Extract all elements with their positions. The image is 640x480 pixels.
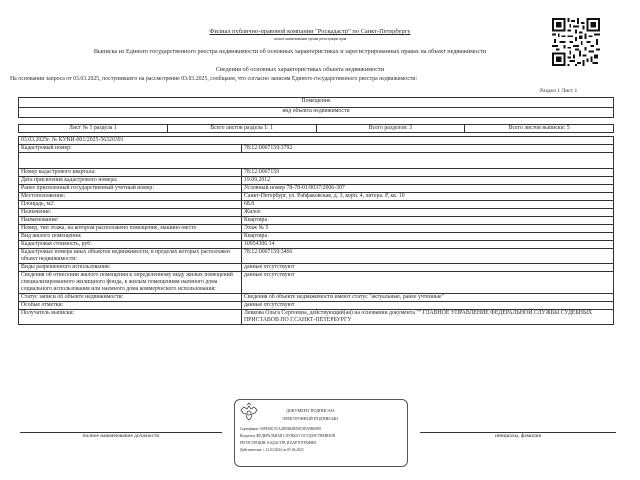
row-label: Вид жилого помещения: (19, 233, 242, 241)
table-row (19, 294, 614, 302)
row-label: Кадастровая стоимость, руб: (19, 241, 242, 249)
row-label: Виды разрешенного использования: (19, 264, 242, 272)
table-row (19, 169, 614, 177)
cadastral-number-label: Кадастровый номер: (19, 145, 242, 153)
row-value: Квартира (242, 217, 614, 225)
table-row (19, 193, 614, 201)
row-value: Квартира (242, 233, 614, 241)
organization-subtitle: полное наименование органа регистрации прав (273, 37, 347, 41)
double-headed-eagle-emblem-icon (238, 402, 260, 424)
table-row (19, 264, 614, 272)
row-label: Сведения об отнесении жилого помещения к определенному виду жилых помещений специализированного жилищного фонда, к жилым помещениям наемного дома социального использования или наемного дома коммерческого использования: (19, 272, 242, 294)
characteristics-table (18, 168, 614, 325)
table-row (19, 241, 614, 249)
signature-certificate: Сертификат: 00FE68C5CA2DD682B5BC9DA9B60E8 (240, 427, 321, 431)
row-value: данные отсутствуют (242, 264, 614, 272)
table-row (19, 302, 614, 310)
row-label: Ранее присвоенный государственный учетный номер: (19, 185, 242, 193)
table-row (19, 209, 614, 217)
qr-code-icon (552, 18, 600, 66)
cadastral-block (18, 136, 614, 169)
row-label: Номер кадастрового квартала: (19, 169, 242, 177)
signature-line-2: ЭЛЕКТРОННОЙ ПОДПИСЬЮ (282, 416, 339, 421)
object-type-caption: вид объекта недвижимости (19, 108, 614, 118)
row-label: Местоположение: (19, 193, 242, 201)
row-label: Назначение: (19, 209, 242, 217)
sheet-number: Лист № 1 раздела 1 (19, 125, 168, 133)
row-value: Условный номер 78-78-01/0037/2006-307 (242, 185, 614, 193)
sheet-header (18, 124, 614, 133)
initials-caption: инициалы, фамилия (494, 433, 542, 439)
row-value: Жилое (242, 209, 614, 217)
row-label: Особые отметки: (19, 302, 242, 310)
signature-owner-line-2: РЕГИСТРАЦИИ, КАДАСТРА И КАРТОГРАФИИ (240, 441, 316, 445)
row-value: данные отсутствуют (242, 302, 614, 310)
total-sheets-section: Всего листов раздела 1: 1 (167, 125, 316, 133)
table-row (19, 225, 614, 233)
section-sheet-label: Раздел 1 Лист 1 (540, 88, 578, 94)
spacer-row (19, 153, 614, 169)
signature-validity: Действителен: с 12.03.2024 по 05.06.2025 (240, 448, 304, 452)
position-caption: полное наименование должности (82, 433, 160, 439)
total-sheets-extract: Всего листов выписки: 5 (465, 125, 614, 133)
object-type: Помещение (19, 98, 614, 108)
row-label: Статус записи об объекте недвижимости: (19, 294, 242, 302)
row-value: 10954306.14 (242, 241, 614, 249)
signature-owner-line-1: Владелец: ФЕДЕРАЛЬНАЯ СЛУЖБА ГОСУДАРСТВЕННОЙ (240, 434, 336, 438)
row-label: Наименование: (19, 217, 242, 225)
total-sections: Всего разделов: 3 (316, 125, 465, 133)
row-value: Этаж № 5 (242, 225, 614, 233)
info-title: Сведения об основных характеристиках объекта недвижимости (215, 66, 385, 73)
row-value: Левкова Ольга Сергеевна, действующий(ая) на основании документа "" ГЛАВНОЕ УПРАВЛЕНИЕ ФЕДЕРАЛЬНОЙ СЛУЖБЫ СУДЕБНЫХ ПРИСТАВОВ ПО Г.САНКТ-ПЕТЕРБУРГУ (242, 310, 614, 325)
row-label: Дата присвоения кадастрового номера: (19, 177, 242, 185)
row-label: Получатель выписки: (19, 310, 242, 325)
table-row (19, 272, 614, 294)
table-row (19, 249, 614, 264)
row-value: 19.09.2012 (242, 177, 614, 185)
object-title-block (18, 97, 614, 118)
signature-line-1: ДОКУМЕНТ ПОДПИСАН (286, 408, 334, 413)
organization-name: Филиал публично-правовой компании "Роскадастр" по Санкт-Петербургу (209, 28, 411, 35)
table-row (19, 310, 614, 325)
row-label: Номер, тип этажа, на котором расположено помещение, машино-место (19, 225, 242, 233)
table-row (19, 177, 614, 185)
row-value: данные отсутствуют (242, 272, 614, 294)
row-value: 78:12:0007159 (242, 169, 614, 177)
row-value: Санкт-Петербург, ул. Рабфаковская, д. 3, корп. 4, литера. Р, кв. 10 (242, 193, 614, 201)
row-label: Кадастровые номера иных объектов недвижимости, в пределах которых расположен объект недвижимости: (19, 249, 242, 264)
table-row (19, 201, 614, 209)
extract-title: Выписка из Единого государственного реестра недвижимости об основных характеристиках и зарегистрированных правах на объект недвижимости (93, 48, 487, 55)
table-row (19, 217, 614, 225)
row-value: 78:12:0007159:3466 (242, 249, 614, 264)
table-row (19, 233, 614, 241)
table-row (19, 185, 614, 193)
row-value: Сведения об объекте недвижимости имеют статус "актуальные, ранее учтенные" (242, 294, 614, 302)
request-line: На основании запроса от 03.03.2025, поступившего на рассмотрение 03.03.2025, сообщаем, что согласно записям Единого государственного реестра недвижимости: (10, 76, 418, 82)
cadastral-number-value: 78:12:0007159:3792 (242, 145, 614, 153)
extract-date-number: 03.03.2025г. № КУВИ-001/2025-56320391 (19, 137, 614, 145)
row-label: Площадь, м2: (19, 201, 242, 209)
row-value: 68.8 (242, 201, 614, 209)
